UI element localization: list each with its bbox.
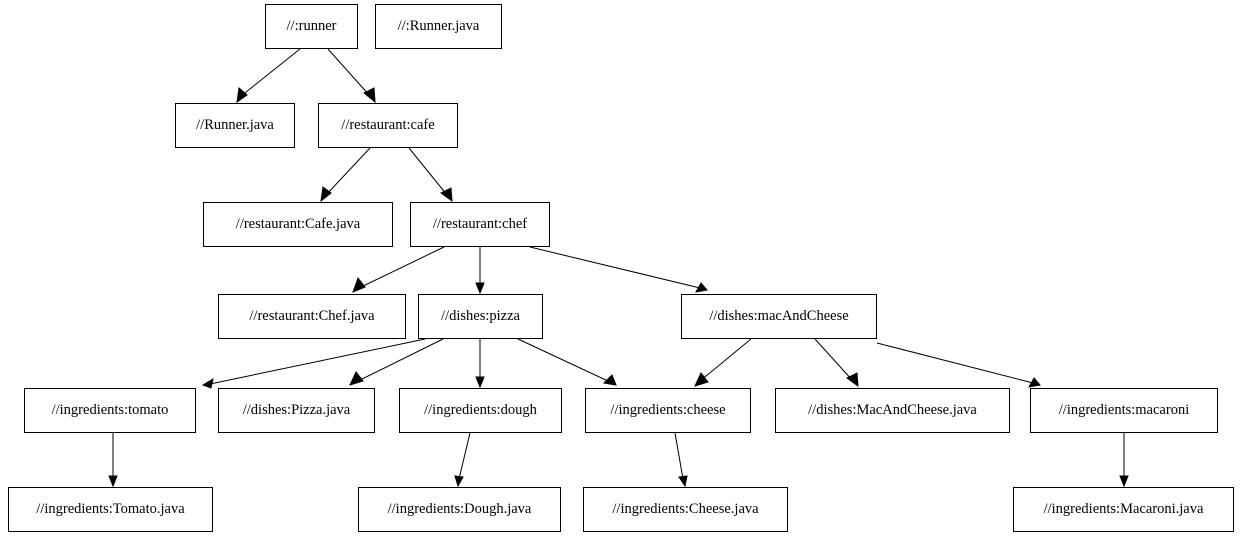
node-cafe_java[interactable]: //restaurant:Cafe.java: [203, 202, 393, 247]
arrowhead-chef-to-chef_java: [353, 278, 365, 292]
edge-runner-to-cafe: [328, 49, 370, 96]
arrowhead-macandcheese-to-cheese: [695, 373, 708, 386]
arrowhead-runner-to-runner_java: [237, 88, 247, 102]
edge-pizza-to-tomato: [210, 339, 425, 384]
edge-chef-to-macandcheese: [530, 247, 700, 288]
node-cheese[interactable]: //ingredients:cheese: [585, 388, 751, 433]
arrowhead-macandcheese-to-macandcheese_java: [847, 373, 858, 386]
arrowhead-cafe-to-cafe_java: [321, 187, 331, 201]
arrowhead-runner-to-cafe: [364, 88, 375, 102]
node-tomato_java[interactable]: //ingredients:Tomato.java: [8, 487, 213, 532]
arrowhead-pizza-to-dough: [476, 377, 484, 387]
edge-chef-to-chef_java: [359, 247, 444, 288]
node-macandcheese_java[interactable]: //dishes:MacAndCheese.java: [775, 388, 1010, 433]
edge-pizza-to-pizza_java: [356, 339, 443, 382]
edge-cheese-to-cheese_java: [675, 433, 683, 479]
node-chef_java[interactable]: //restaurant:Chef.java: [218, 294, 406, 339]
edge-cafe-to-cafe_java: [326, 148, 370, 195]
arrowhead-pizza-to-pizza_java: [350, 372, 363, 385]
node-pizza[interactable]: //dishes:pizza: [418, 294, 543, 339]
node-macaroni[interactable]: //ingredients:macaroni: [1030, 388, 1218, 433]
node-macandcheese[interactable]: //dishes:macAndCheese: [681, 294, 877, 339]
edge-dough-to-dough_java: [459, 433, 470, 479]
arrowhead-macaroni-to-macaroni_java: [1120, 476, 1128, 486]
node-tomato[interactable]: //ingredients:tomato: [24, 388, 196, 433]
node-cafe[interactable]: //restaurant:cafe: [318, 103, 458, 148]
arrowhead-tomato-to-tomato_java: [109, 476, 117, 486]
arrowhead-chef-to-pizza: [476, 283, 484, 293]
edge-macandcheese-to-cheese: [700, 339, 751, 381]
edge-pizza-to-cheese: [518, 339, 610, 382]
node-dough[interactable]: //ingredients:dough: [399, 388, 562, 433]
node-dough_java[interactable]: //ingredients:Dough.java: [358, 487, 561, 532]
arrowhead-pizza-to-tomato: [203, 379, 213, 388]
edge-macandcheese-to-macandcheese_java: [815, 339, 853, 381]
edge-macandcheese-to-macaroni: [877, 343, 1033, 383]
edge-runner-to-runner_java: [241, 49, 300, 96]
arrowhead-cheese-to-cheese_java: [679, 476, 687, 486]
arrowhead-dough-to-dough_java: [455, 476, 463, 486]
node-pizza_java[interactable]: //dishes:Pizza.java: [218, 388, 375, 433]
node-runner_java_root[interactable]: //:Runner.java: [375, 4, 502, 49]
node-runner[interactable]: //:runner: [265, 4, 358, 49]
node-runner_java[interactable]: //Runner.java: [175, 103, 295, 148]
node-macaroni_java[interactable]: //ingredients:Macaroni.java: [1013, 487, 1234, 532]
node-cheese_java[interactable]: //ingredients:Cheese.java: [583, 487, 788, 532]
edge-cafe-to-chef: [409, 148, 447, 195]
node-chef[interactable]: //restaurant:chef: [410, 202, 550, 247]
